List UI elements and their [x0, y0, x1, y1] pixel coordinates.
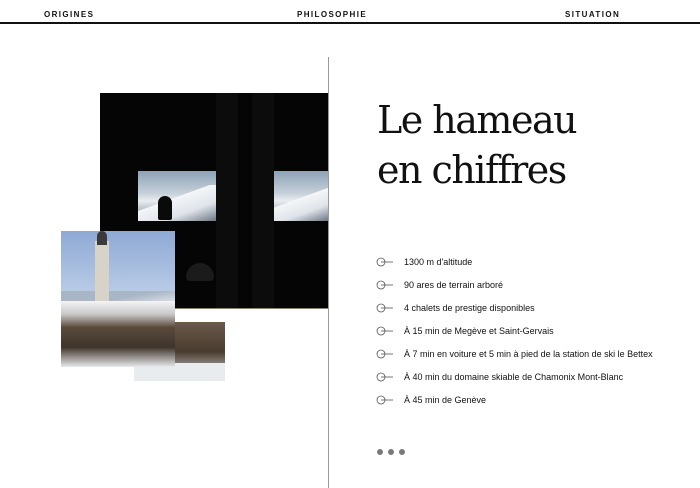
- church-tower: [95, 241, 109, 301]
- list-item: [376, 319, 653, 342]
- pagination-dot-2[interactable]: [388, 449, 394, 455]
- key-icon: [376, 325, 394, 337]
- list-item: [376, 250, 653, 273]
- key-icon: [376, 256, 394, 268]
- pagination-dot-3[interactable]: [399, 449, 405, 455]
- church-village-photo: [61, 231, 175, 367]
- list-item: [376, 342, 653, 365]
- fact-text: À 7 min en voiture et 5 min à pied de la station de ski le Bettex: [404, 348, 653, 359]
- pagination-dot-1[interactable]: [377, 449, 383, 455]
- title-line-1: Le hameau: [377, 98, 577, 142]
- fact-text: 4 chalets de prestige disponibles: [404, 302, 535, 313]
- fact-text: À 15 min de Megève et Saint-Gervais: [404, 325, 554, 336]
- key-icon: [376, 371, 394, 383]
- list-item: [376, 296, 653, 319]
- list-item: [376, 365, 653, 388]
- snowy-roofs: [61, 301, 175, 367]
- window-view-left: [138, 171, 216, 221]
- vertical-divider: [328, 57, 329, 488]
- title-line-2: en chiffres: [377, 148, 566, 192]
- list-item: [376, 273, 653, 296]
- fact-text: 1300 m d'altitude: [404, 256, 473, 267]
- list-item: [376, 389, 653, 412]
- key-icon: [376, 279, 394, 291]
- nav-link-origines[interactable]: ORIGINES: [44, 10, 95, 19]
- page-title: [377, 95, 576, 195]
- nav-link-philosophie[interactable]: PHILOSOPHIE: [297, 10, 368, 19]
- nav-link-situation[interactable]: SITUATION: [565, 10, 621, 19]
- fact-text: 90 ares de terrain arboré: [404, 279, 504, 290]
- top-nav: [0, 0, 700, 24]
- key-icon: [376, 302, 394, 314]
- key-icon: [376, 394, 394, 406]
- window-view-right: [274, 171, 328, 221]
- fact-text: À 40 min du domaine skiable de Chamonix Mont-Blanc: [404, 372, 624, 383]
- key-icon: [376, 348, 394, 360]
- fact-text: À 45 min de Genève: [404, 395, 487, 406]
- pagination-dots: [377, 449, 405, 455]
- lamp-silhouette: [186, 263, 214, 281]
- silhouette-person: [158, 196, 172, 220]
- church-spire: [97, 231, 107, 245]
- facts-list: [376, 250, 653, 412]
